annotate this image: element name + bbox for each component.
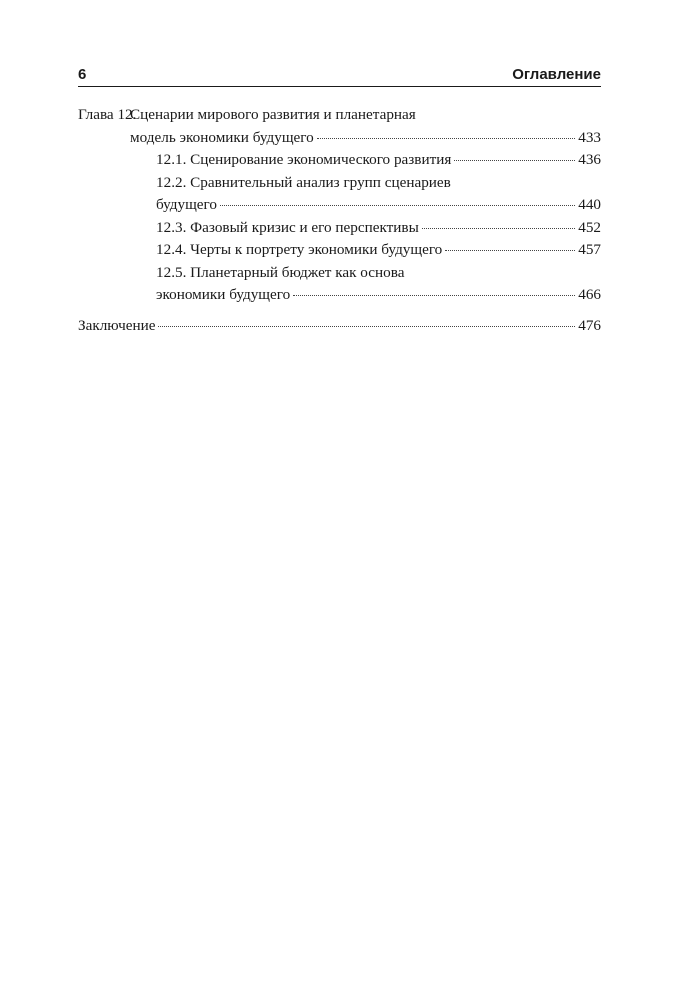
toc-section-heading [78,262,601,285]
page-ref: 436 [578,151,601,168]
toc-conclusion-entry[interactable] [78,315,601,338]
chapter-title-line2: модель экономики будущего [130,128,314,146]
toc-section-heading [78,172,601,195]
page-ref: 457 [578,241,601,258]
section-title-line2: экономики будущего [156,286,291,303]
spacer [78,307,601,315]
toc-section-entry[interactable] [78,194,601,217]
toc-section-entry[interactable] [78,217,601,240]
dot-leader [454,160,575,161]
dot-leader [317,138,576,139]
page-ref: 452 [578,218,601,236]
section-title-text: 12.3. Фазовый кризис и его перспективы [156,218,419,236]
dot-leader [158,326,575,327]
page-ref: 466 [578,286,601,303]
page-number: 6 [78,66,87,83]
dot-leader [220,205,575,206]
page-ref: 476 [578,316,601,334]
section-title-line2: будущего [156,196,217,213]
toc-section-entry[interactable] [78,239,601,262]
chapter-label: Глава 12. [78,106,137,123]
toc-section-entry[interactable] [78,149,601,172]
table-of-contents [78,104,601,337]
toc-chapter-heading [78,104,601,127]
page-ref: 440 [578,196,601,213]
page-ref: 433 [578,128,601,146]
toc-chapter-entry[interactable] [78,127,601,150]
section-title-text: 12.1. Сценирование экономического развития [156,151,452,168]
chapter-title-line1: Сценарии мирового развития и планетарная [130,106,416,123]
conclusion-title: Заключение [78,316,156,334]
toc-section-entry[interactable] [78,284,601,307]
running-header [78,64,601,87]
section-title-text: 12.4. Черты к портрету экономики будущего [156,241,443,258]
section-title-line1: 12.5. Планетарный бюджет как основа [156,263,405,281]
section-title: Оглавление [512,66,601,83]
dot-leader [445,250,575,251]
dot-leader [293,295,575,296]
dot-leader [422,228,575,229]
section-title-line1: 12.2. Сравнительный анализ групп сценариев [156,173,451,191]
